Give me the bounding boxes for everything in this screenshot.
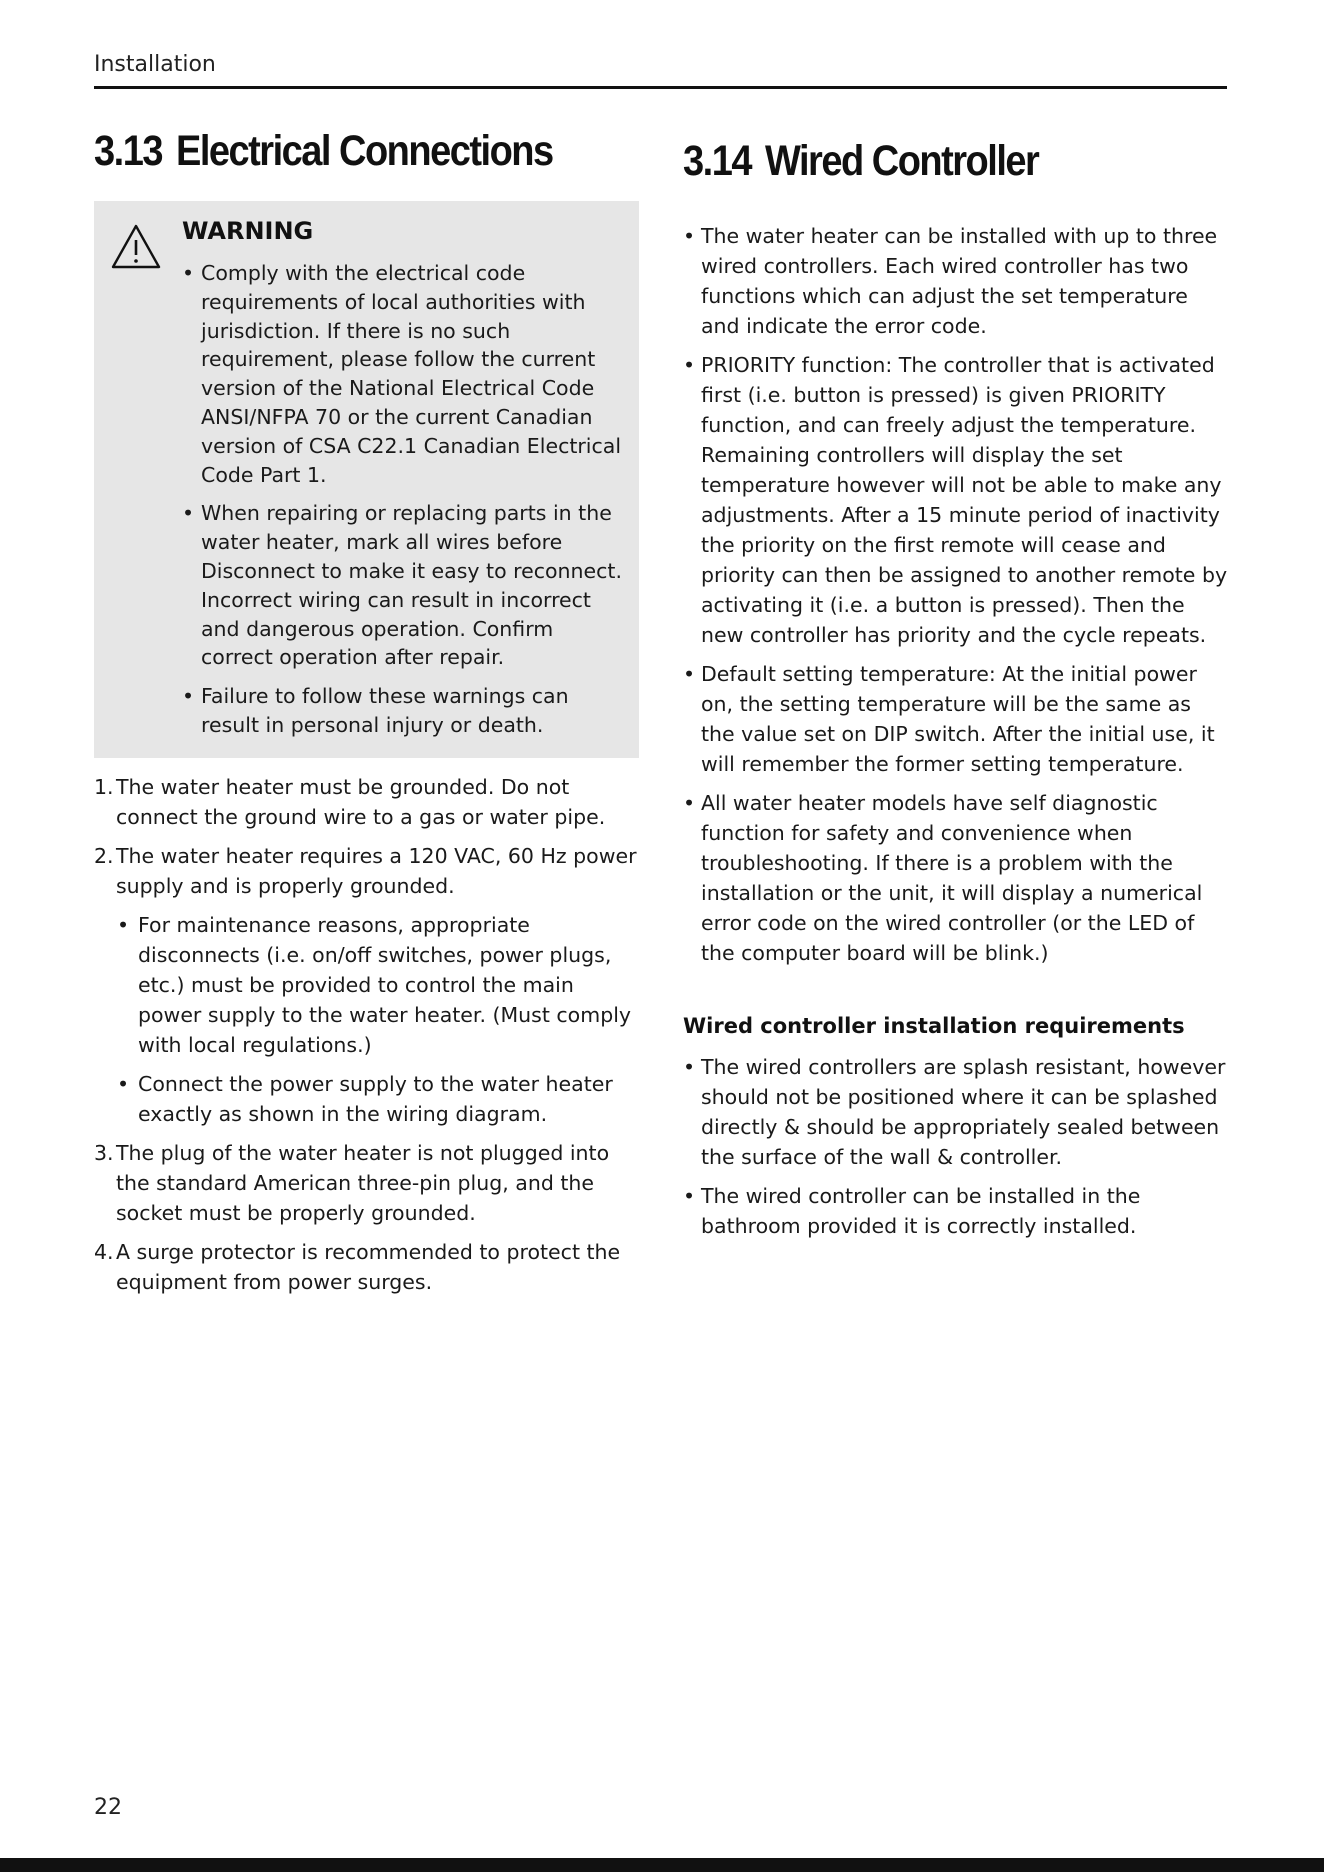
sub-item: • Connect the power supply to the water heater exactly as shown in the wiring diagram. <box>116 1069 639 1129</box>
electrical-steps <box>94 772 639 1297</box>
warning-item: • Comply with the electrical code requirements of local authorities with jurisdiction. If there is no such requirement, please follow the current version of the National Electrical Code ANSI/NFPA 70 or the current Canadian version of CSA C22.1 Canadian Electrical Code Part 1. <box>182 259 627 489</box>
controller-info-list <box>683 221 1229 968</box>
left-column <box>94 128 639 1306</box>
section-title-text: Electrical Connections <box>175 128 553 176</box>
warning-title: WARNING <box>182 217 314 245</box>
step-item <box>94 1237 639 1297</box>
list-item: • All water heater models have self diagnostic function for safety and convenience when troubleshooting. If there is a problem with the installation or the unit, it will display a numerical error code on the wired controller (or the LED of the computer board will be blink.) <box>683 788 1229 968</box>
step-item <box>94 1138 639 1228</box>
section-title-electrical <box>94 128 639 176</box>
bottom-band <box>0 1858 1324 1872</box>
page-number: 22 <box>94 1795 122 1820</box>
section-title-wired-controller <box>683 138 1229 186</box>
step-number: 3. <box>94 1140 114 1165</box>
step-number: 4. <box>94 1239 114 1264</box>
right-column <box>683 138 1229 1250</box>
section-title-text: Wired Controller <box>764 138 1039 186</box>
warning-item: • When repairing or replacing parts in the water heater, mark all wires before Disconnect to make it easy to reconnect. Incorrect wiring can result in incorrect and dangerous operation. Confirm correct operation after repair. <box>182 499 627 672</box>
step-item <box>94 841 639 1129</box>
warning-triangle-icon <box>110 223 162 271</box>
list-item: • The wired controllers are splash resistant, however should not be positioned where it can be splashed directly & should be appropriately sealed between the surface of the wall & controller. <box>683 1052 1229 1172</box>
header-rule <box>94 86 1227 89</box>
step-sub-list <box>116 910 639 1129</box>
requirements-heading: Wired controller installation requirements <box>683 1014 1185 1038</box>
warning-box <box>94 201 639 758</box>
running-header: Installation <box>94 52 216 77</box>
step-number: 1. <box>94 774 114 799</box>
sub-item: • For maintenance reasons, appropriate disconnects (i.e. on/off switches, power plugs, etc.) must be provided to control the main power supply to the water heater. (Must comply with local regulations.) <box>116 910 639 1060</box>
list-item: • The water heater can be installed with up to three wired controllers. Each wired controller has two functions which can adjust the set temperature and indicate the error code. <box>683 221 1229 341</box>
requirements-list <box>683 1052 1229 1241</box>
step-item <box>94 772 639 832</box>
step-text: A surge protector is recommended to protect the equipment from power surges. <box>116 1239 621 1294</box>
warning-list <box>182 259 627 740</box>
step-text: The water heater must be grounded. Do not connect the ground wire to a gas or water pipe. <box>116 774 606 829</box>
step-number: 2. <box>94 843 114 868</box>
step-text: The plug of the water heater is not plugged into the standard American three-pin plug, and the socket must be properly grounded. <box>116 1140 610 1225</box>
step-text: The water heater requires a 120 VAC, 60 Hz power supply and is properly grounded. <box>116 843 637 898</box>
list-item: • The wired controller can be installed in the bathroom provided it is correctly installed. <box>683 1181 1229 1241</box>
list-item: • Default setting temperature: At the initial power on, the setting temperature will be the same as the value set on DIP switch. After the initial use, it will remember the former setting temperature. <box>683 659 1229 779</box>
section-number: 3.14 <box>683 138 751 186</box>
list-item: • PRIORITY function: The controller that is activated first (i.e. button is pressed) is given PRIORITY function, and can freely adjust the temperature. Remaining controllers will display the set temperature however will not be able to make any adjustments. After a 15 minute period of inactivity the priority on the first remote will cease and priority can then be assigned to another remote by activating it (i.e. a button is pressed). Then the new controller has priority and the cycle repeats. <box>683 350 1229 650</box>
section-number: 3.13 <box>94 128 162 176</box>
warning-item: • Failure to follow these warnings can result in personal injury or death. <box>182 682 627 740</box>
